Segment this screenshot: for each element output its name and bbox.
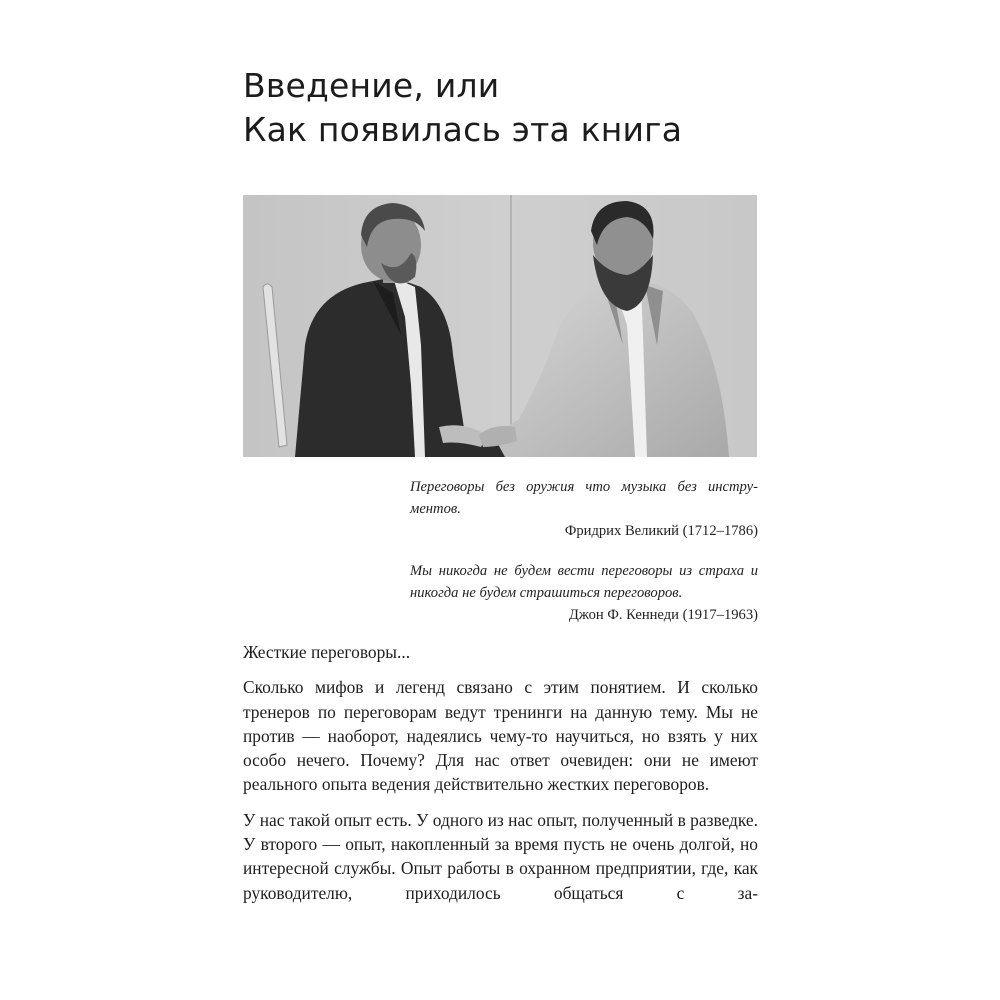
epigraph-text: Переговоры без оружия что музыка без инстру-ментов.: [410, 479, 758, 517]
epigraph-1: [410, 476, 758, 542]
paragraph: Жесткие переговоры...: [243, 642, 411, 662]
body-text: [243, 640, 758, 916]
epigraphs: [410, 476, 758, 644]
chapter-title: [243, 64, 763, 152]
epigraph-text: Мы никогда не будем вести переговоры из страха и никогда не будем страшиться переговоров.: [410, 563, 758, 601]
epigraph-author: Джон Ф. Кеннеди (1917–1963): [568, 607, 758, 623]
chapter-title-line-1: Введение, или: [243, 66, 500, 105]
epigraph-author: Фридрих Великий (1712–1786): [564, 523, 758, 539]
epigraph-2: [410, 560, 758, 626]
chapter-title-line-2: Как появилась эта книга: [243, 110, 683, 149]
handshake-photo: [243, 195, 757, 457]
paragraph: Сколько мифов и легенд связано с этим понятием. И сколько тренеров по переговорам ведут тренинги на данную тему. Мы не против — наоборот, надеялись чему-то научиться, но взять у них особо нечего. Почему? Для нас ответ очевиден: они не имеют реального опыта ведения действительно жестких переговоров.: [243, 677, 758, 795]
paragraph: У нас такой опыт есть. У одного из нас опыт, полученный в разведке. У второго — опыт, накопленный за время пусть не очень долгой, но интересной службы. Опыт работы в охранном предприятии, где, как руководителю, приходилось общаться с за-: [243, 809, 758, 903]
